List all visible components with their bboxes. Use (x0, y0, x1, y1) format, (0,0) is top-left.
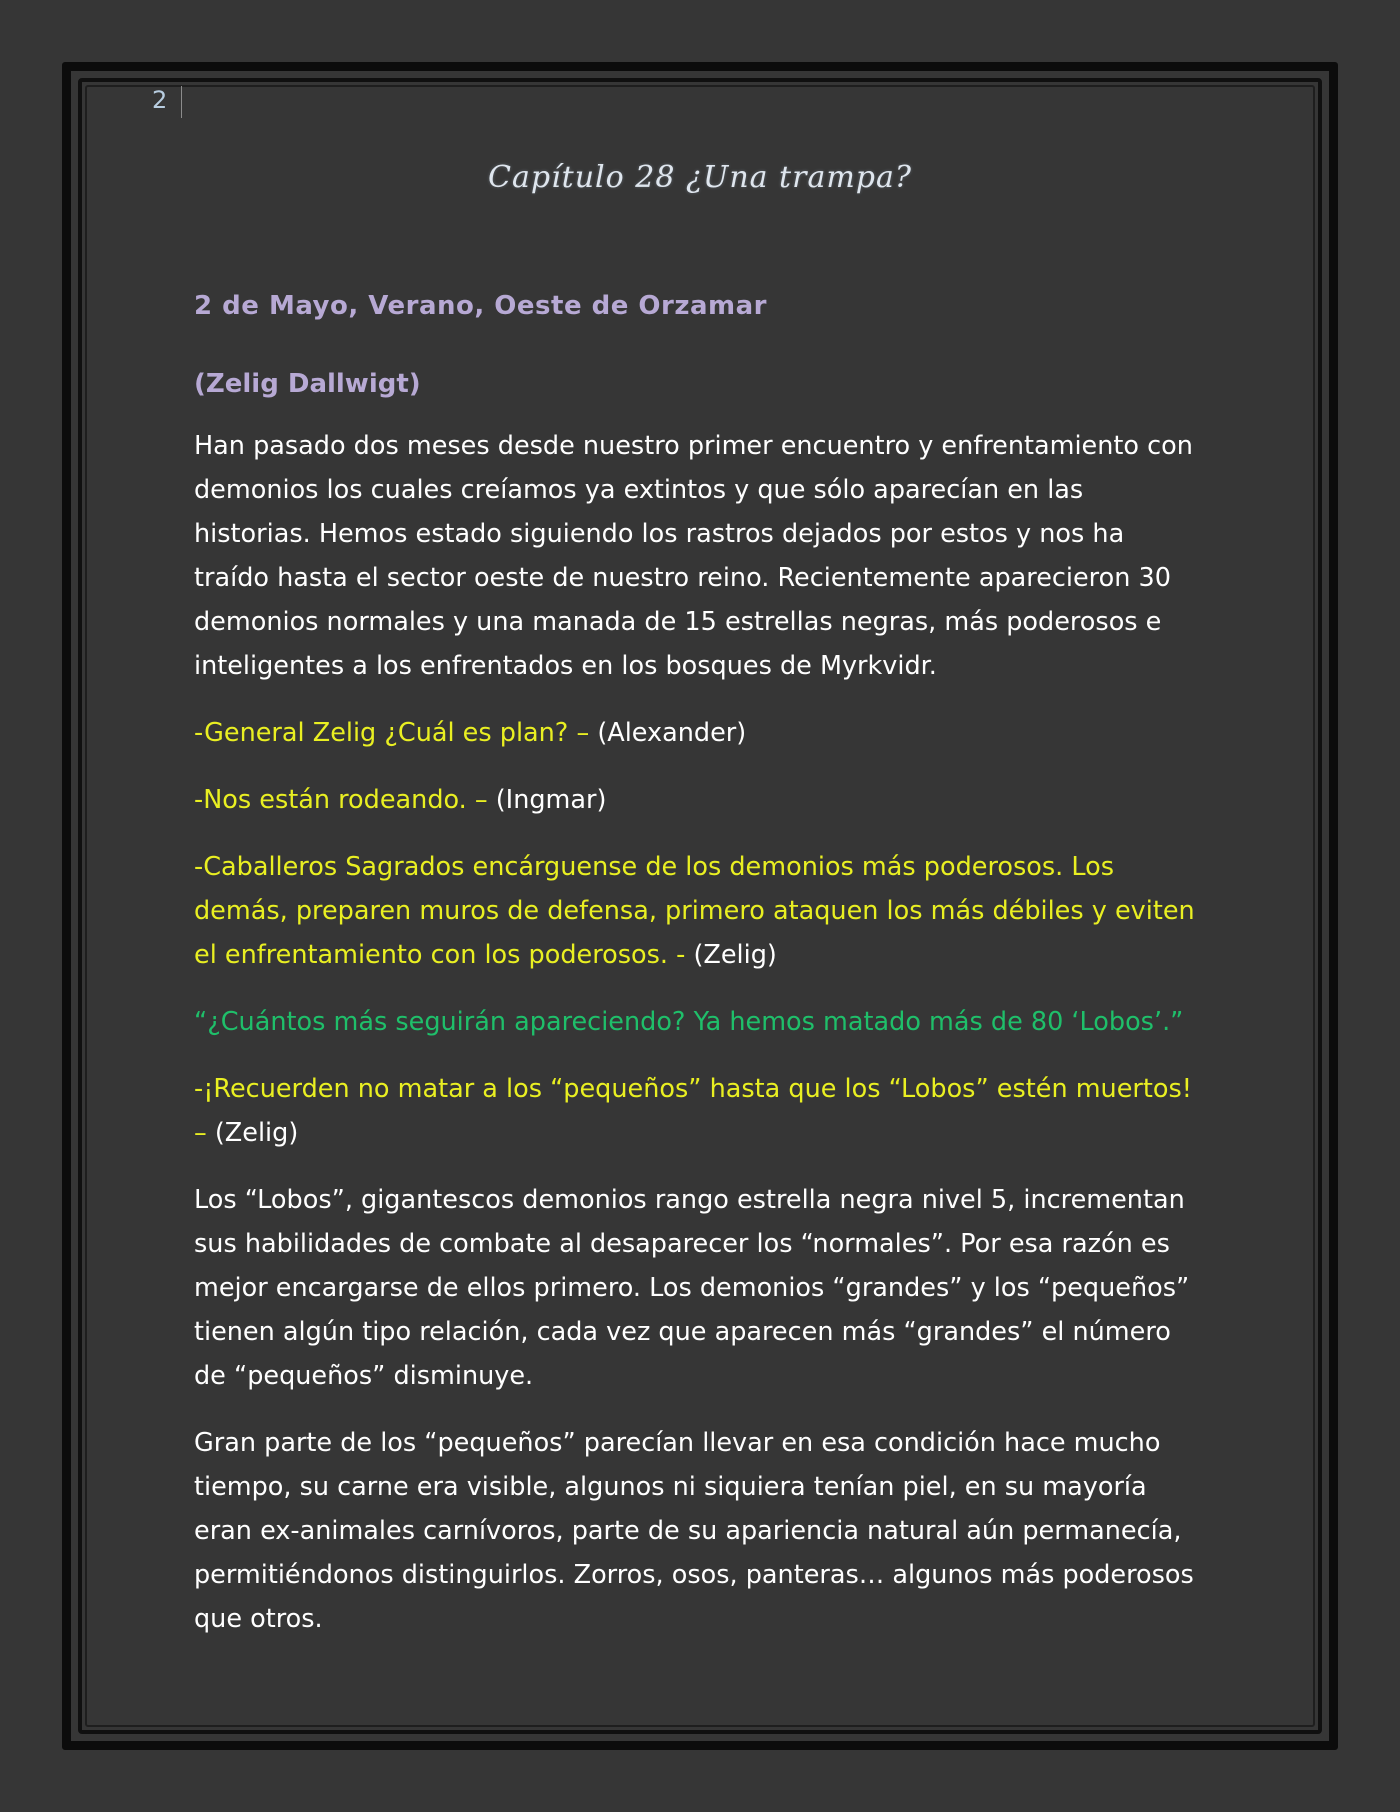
narration-paragraph-2: Los “Lobos”, gigantescos demonios rango estrella negra nivel 5, incrementan sus habilidades de combate al desaparecer los “normales”. Por esa razón es mejor encargarse de ellos primero. Los demonios “grandes” y los “pequeños” tienen algún tipo relación, cada vez que aparecen más “grandes” el número de “pequeños” disminuye. (194, 1185, 1190, 1391)
date-location-line: 2 de Mayo, Verano, Oeste de Orzamar (194, 291, 767, 321)
inner-thought-line: “¿Cuántos más seguirán apareciendo? Ya hemos matado más de 80 ‘Lobos’.” (194, 1007, 1184, 1037)
point-of-view-label: (Zelig Dallwigt) (194, 369, 421, 399)
dialogue-line-3 (194, 845, 1204, 977)
dialogue-speech: -¡Recuerden no matar a los “pequeños” hasta que los “Lobos” estén muertos! – (194, 1074, 1192, 1148)
dialogue-speaker: (Zelig) (214, 1118, 299, 1148)
narration-paragraph-1: Han pasado dos meses desde nuestro primer encuentro y enfrentamiento con demonios los cuales creíamos ya extintos y que sólo aparecían en las historias. Hemos estado siguiendo los rastros dejados por estos y nos ha traído hasta el sector oeste de nuestro reino. Recientemente aparecieron 30 demonios normales y una manada de 15 estrellas negras, más poderosos e inteligentes a los enfrentados en los bosques de Myrkvidr. (194, 431, 1193, 681)
dialogue-speaker: (Alexander) (597, 718, 747, 748)
dialogue-speech: -General Zelig ¿Cuál es plan? – (194, 718, 598, 748)
chapter-title: Capítulo 28 ¿Una trampa? (488, 160, 912, 195)
dialogue-speech: -Caballeros Sagrados encárguense de los demonios más poderosos. Los demás, preparen muros de defensa, primero ataquen los más débiles y eviten el enfrentamiento con los poderosos. - (194, 852, 1195, 970)
page-number: 2 (152, 86, 168, 114)
narration-paragraph-3: Gran parte de los “pequeños” parecían llevar en esa condición hace mucho tiempo, su carne era visible, algunos ni siquiera tenían piel, en su mayoría eran ex-animales carnívoros, parte de su apariencia natural aún permanecía, permitiéndonos distinguirlos. Zorros, osos, panteras… algunos más poderosos que otros. (194, 1428, 1194, 1634)
dialogue-line-2 (194, 778, 1204, 822)
dialogue-line-4 (194, 1067, 1204, 1155)
header-rule (181, 86, 182, 118)
dialogue-speaker: (Ingmar) (495, 785, 607, 815)
page-body (194, 280, 1204, 1664)
dialogue-line-1 (194, 711, 1204, 755)
dialogue-speaker: (Zelig) (693, 940, 777, 970)
dialogue-speech: -Nos están rodeando. – (194, 785, 496, 815)
